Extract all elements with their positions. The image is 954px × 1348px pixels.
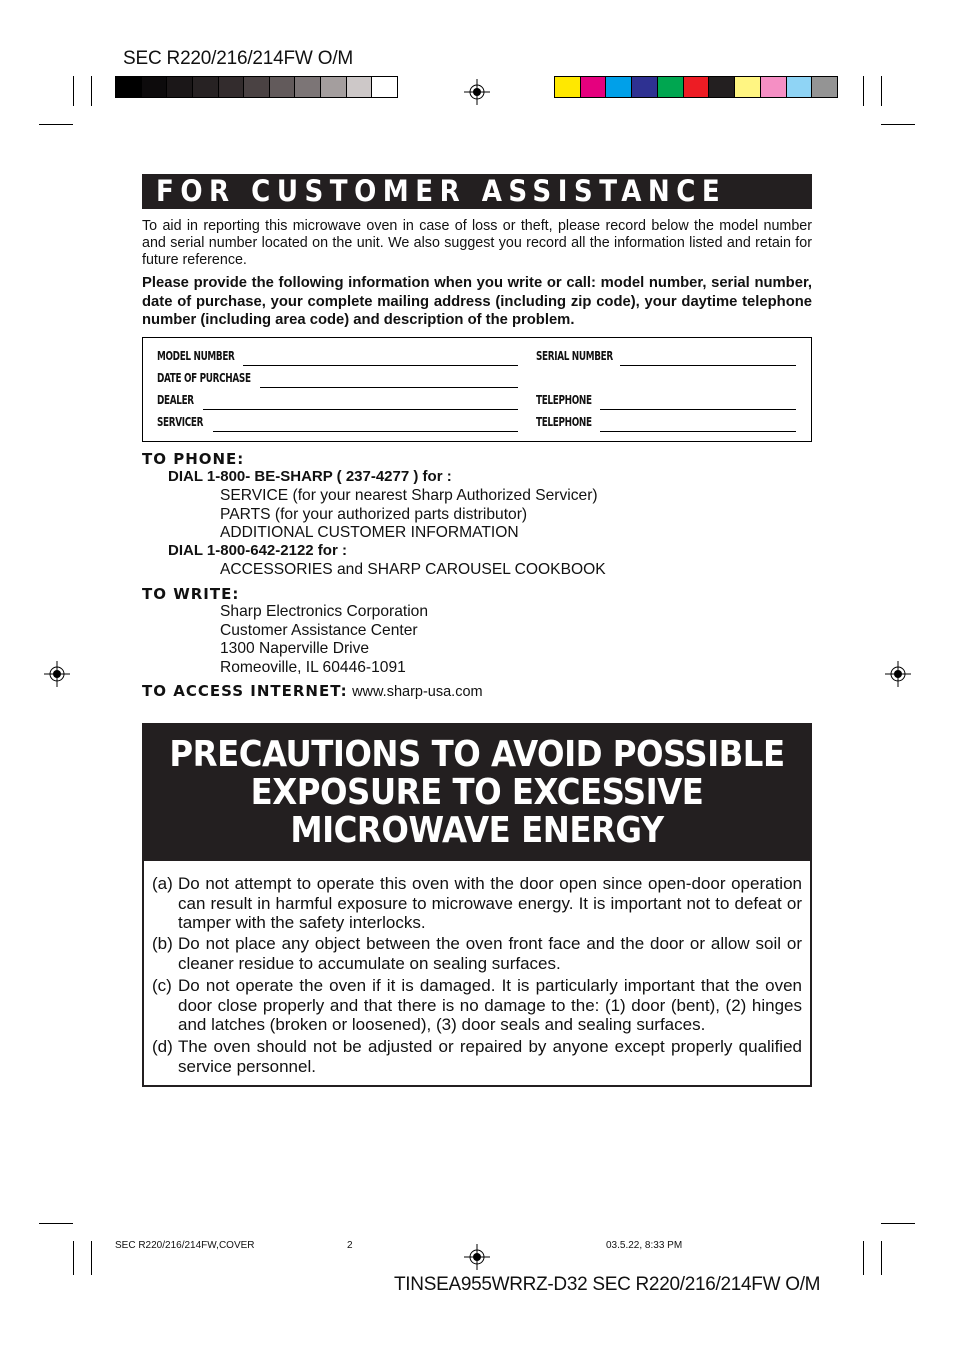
precautions-title-line: MICROWAVE ENERGY	[290, 810, 664, 851]
color-swatch	[657, 77, 683, 97]
color-swatch	[294, 77, 320, 97]
telephone-label: TELEPHONE	[536, 415, 592, 429]
dial-be-sharp: DIAL 1-800- BE-SHARP ( 237-4277 ) for :	[168, 468, 452, 485]
color-swatch	[192, 77, 218, 97]
telephone-line	[600, 409, 796, 410]
color-swatch	[346, 77, 372, 97]
address-line-street: 1300 Naperville Drive	[220, 640, 370, 657]
registration-mark-icon	[464, 79, 490, 105]
internet-row	[142, 682, 483, 701]
color-swatch	[811, 77, 837, 97]
telephone-line	[600, 431, 796, 432]
precautions-title-line: PRECAUTIONS TO AVOID POSSIBLE	[169, 734, 785, 775]
color-swatch	[605, 77, 631, 97]
color-swatch	[708, 77, 734, 97]
color-swatch	[371, 77, 397, 97]
dial1-item-info: ADDITIONAL CUSTOMER INFORMATION	[220, 524, 519, 541]
dial1-item-service: SERVICE (for your nearest Sharp Authorized Servicer)	[220, 487, 598, 504]
color-swatch	[786, 77, 812, 97]
serial-number-line	[620, 365, 796, 366]
color-swatch	[166, 77, 192, 97]
dealer-line	[203, 409, 518, 410]
to-write-heading: TO WRITE:	[142, 585, 240, 603]
servicer-line	[213, 431, 518, 432]
grayscale-color-bar	[115, 76, 398, 98]
model-number-label: MODEL NUMBER	[157, 349, 235, 363]
to-access-internet-heading: TO ACCESS INTERNET:	[142, 682, 348, 700]
website-link[interactable]: www.sharp-usa.com	[352, 684, 483, 700]
info-request-paragraph: Please provide the following information when you write or call: model number, serial number, date of purchase, your complete mailing address (including zip code), your daytime telephone number (including area code) and description of the problem.	[142, 275, 812, 328]
precaution-item-c: (c) Do not operate the oven if it is damaged. It is particularly important that the oven door close properly and that there is no damage to the: (1) door (bent), (2) hinges and latches (broken or loosened), (3) door seals and sealing surfaces.	[152, 976, 802, 1034]
precaution-item-d: (d) The oven should not be adjusted or repaired by anyone except properly qualified service personnel.	[152, 1037, 802, 1076]
color-swatch	[683, 77, 709, 97]
color-swatch	[320, 77, 346, 97]
color-swatch	[580, 77, 606, 97]
precaution-item-b: (b) Do not place any object between the oven front face and the door or allow soil or cleaner residue to accumulate on sealing surfaces.	[152, 934, 802, 973]
footer-page-number: 2	[347, 1240, 353, 1251]
dealer-label: DEALER	[157, 393, 194, 407]
footer-file-name: SEC R220/216/214FW,COVER	[115, 1240, 255, 1251]
color-swatch	[734, 77, 760, 97]
footer-doc-code: TINSEA955WRRZ-D32 SEC R220/216/214FW O/M	[394, 1274, 821, 1295]
dial1-item-parts: PARTS (for your authorized parts distributor)	[220, 506, 528, 523]
to-phone-heading: TO PHONE:	[142, 450, 245, 468]
registration-mark-icon	[464, 1244, 490, 1270]
process-color-bar	[554, 76, 838, 98]
servicer-label: SERVICER	[157, 415, 204, 429]
color-swatch	[141, 77, 167, 97]
color-swatch	[269, 77, 295, 97]
precautions-heading	[142, 723, 812, 861]
color-swatch	[116, 77, 141, 97]
color-swatch	[243, 77, 269, 97]
address-line-company: Sharp Electronics Corporation	[220, 603, 429, 620]
record-form	[142, 337, 812, 442]
serial-number-label: SERIAL NUMBER	[536, 349, 613, 363]
print-header-title: SEC R220/216/214FW O/M	[123, 48, 354, 69]
model-number-line	[243, 365, 518, 366]
date-of-purchase-label: DATE OF PURCHASE	[157, 371, 251, 385]
color-swatch	[555, 77, 580, 97]
color-swatch	[218, 77, 244, 97]
customer-assistance-heading: FOR CUSTOMER ASSISTANCE	[142, 174, 812, 209]
registration-mark-icon	[44, 661, 70, 687]
date-of-purchase-line	[260, 387, 518, 388]
precautions-title-line: EXPOSURE TO EXCESSIVE	[250, 772, 704, 813]
telephone-label: TELEPHONE	[536, 393, 592, 407]
footer-timestamp: 03.5.22, 8:33 PM	[606, 1240, 683, 1251]
dial-accessories: DIAL 1-800-642-2122 for :	[168, 542, 347, 559]
intro-paragraph: To aid in reporting this microwave oven in case of loss or theft, please record below the model number and serial number located on the unit. We also suggest you record all the information listed and retain for future reference.	[142, 218, 812, 268]
color-swatch	[631, 77, 657, 97]
precaution-item-a: (a) Do not attempt to operate this oven with the door open since open-door operation can result in harmful exposure to microwave energy. It is important not to defeat or tamper with the safety interlocks.	[152, 874, 802, 932]
dial2-item-accessories: ACCESSORIES and SHARP CAROUSEL COOKBOOK	[220, 561, 606, 578]
color-swatch	[760, 77, 786, 97]
address-line-city: Romeoville, IL 60446-1091	[220, 659, 406, 676]
registration-mark-icon	[885, 661, 911, 687]
address-line-center: Customer Assistance Center	[220, 622, 418, 639]
